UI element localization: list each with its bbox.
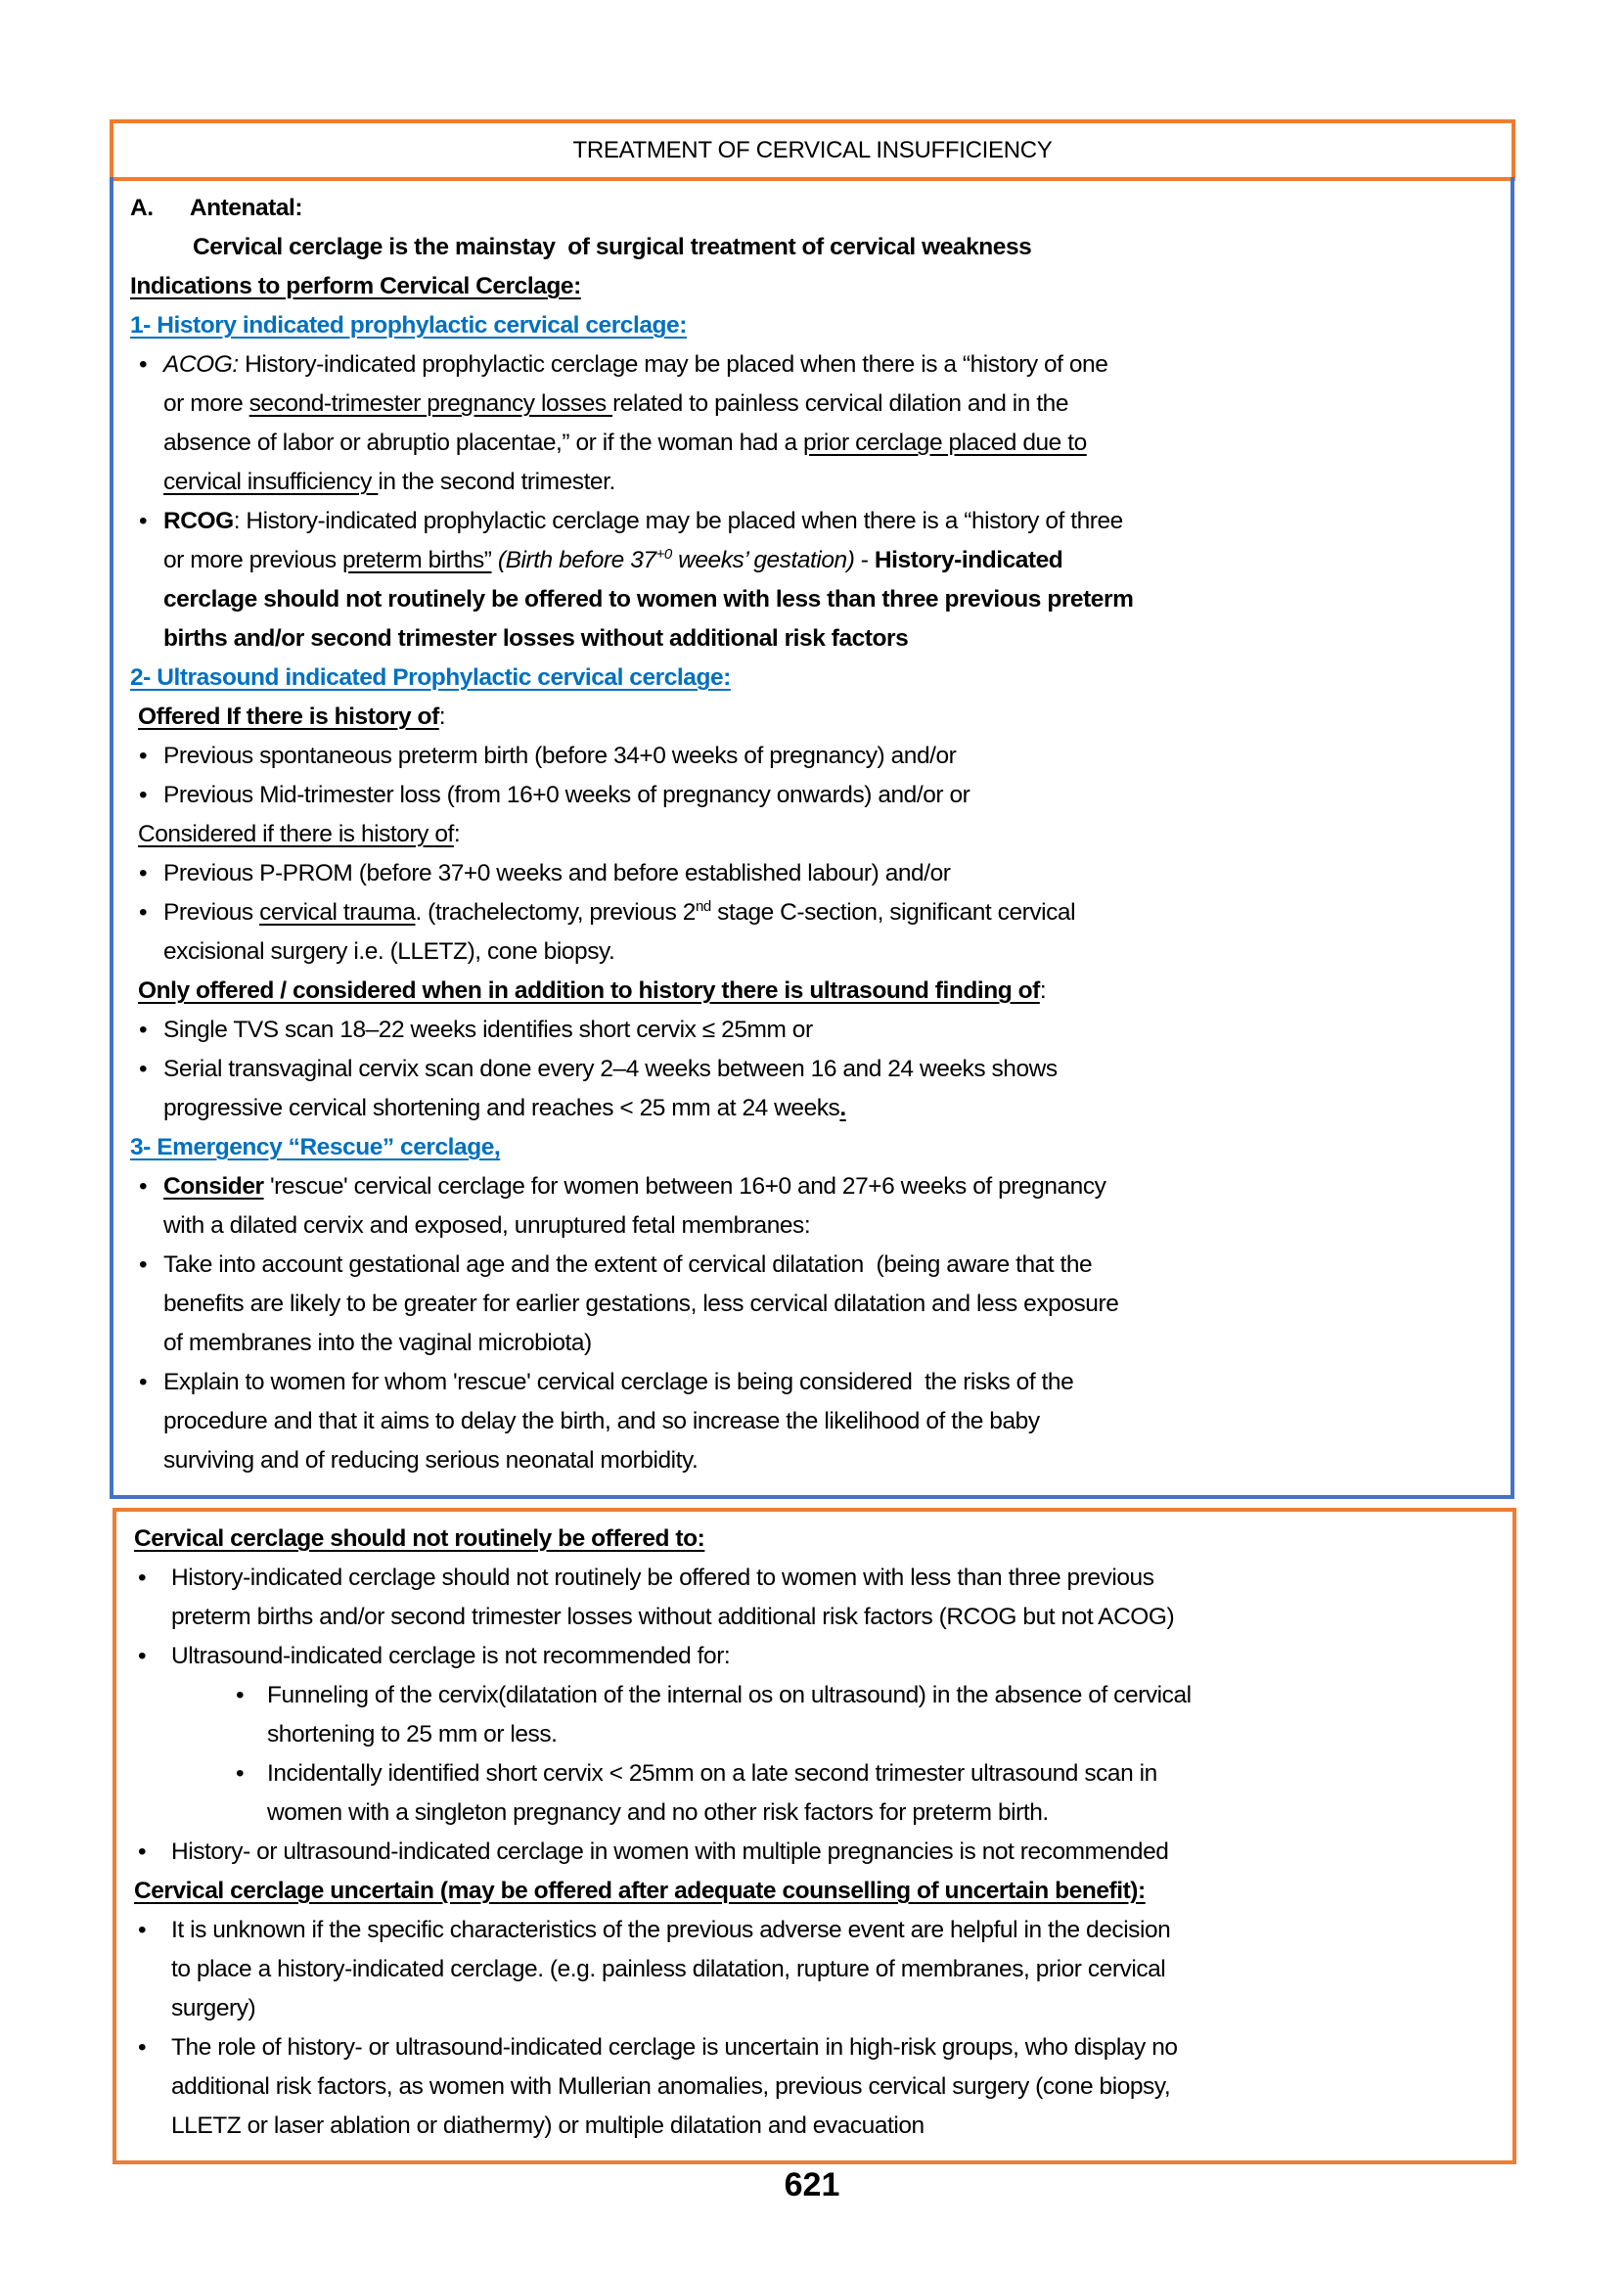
text-segment: additional risk factors, as women with Mullerian anomalies, previous cervical surgery (cone biopsy, [171,2073,1171,2100]
bullet-icon: • [139,782,148,808]
text-segment: : [1039,977,1047,1004]
text-segment: Only offered / considered when in addition to history there is ultrasound finding of [138,977,1040,1004]
main_box-line-cont [113,619,1511,658]
line-text [163,1285,1118,1324]
text-segment: . [839,1095,846,1121]
line-text [163,932,614,972]
text-segment: surviving and of reducing serious neonatal morbidity. [163,1447,699,1474]
main_box-line-bullet [113,854,1511,893]
text-segment: Antenatal: [153,195,303,221]
line-text [171,1989,255,2028]
line-text [163,776,970,815]
text-segment: : [438,704,446,730]
line-text [171,2028,1178,2067]
bullet-icon: • [139,351,148,378]
line-text [163,854,950,893]
main_box-line-cont [113,1324,1511,1363]
main_box-line-blue-heading [113,658,1511,698]
text-segment: 3- Emergency “Rescue” cerclage, [130,1134,501,1160]
note_box-line-n-cont [116,1950,1512,1989]
line-text [171,1637,730,1676]
bullet-icon: • [139,508,148,534]
main_box-line-bullet [113,1167,1511,1206]
bullet-icon: • [236,1682,245,1708]
line-text [163,1246,1092,1285]
text-segment: second-trimester pregnancy losses [248,390,613,417]
line-text [267,1715,558,1754]
text-segment: The role of history- or ultrasound-indicated cerclage is uncertain in high-risk groups, who display no [171,2034,1178,2061]
text-segment: Considered if there is history of [138,821,454,847]
text-segment: Cervical cerclage uncertain (may be offered after adequate counselling of uncertain benefit): [134,1878,1146,1904]
text-segment: excisional surgery i.e. (LLETZ), cone biopsy. [163,938,615,965]
line-text [163,1011,813,1050]
bullet-icon: • [139,1056,148,1082]
text-segment: Previous [163,899,260,926]
bullet-icon: • [139,1017,148,1043]
line-text [163,502,1123,541]
line-text [163,737,956,776]
line-text [163,541,1062,580]
main_box-line-sub-heading [113,698,1511,737]
bullet-icon: • [138,2034,147,2061]
note_box-line-n-bullet [116,1637,1512,1676]
bullet-icon: • [139,899,148,926]
text-segment: History-indicated cerclage should not routinely be offered to women with less than three previous [171,1565,1154,1591]
bullet-icon: • [139,860,148,886]
note_box-line-n-bullet [116,1911,1512,1950]
line-text [163,893,1075,932]
line-text [163,345,1107,385]
text-segment: or more [163,390,249,417]
line-text [163,1363,1073,1402]
bullet-icon: • [139,1173,148,1200]
line-text [163,1206,810,1246]
main_box-line-cont [113,385,1511,424]
text-segment: Previous P-PROM (before 37+0 weeks and before established labour) and/or [163,860,951,886]
line-text [134,1872,1146,1911]
line-text [138,815,460,854]
text-segment: cerclage should not routinely be offered to women with less than three previous preterm [163,586,1134,613]
text-segment: to place a history-indicated cerclage. (e.g. painless dilatation, rupture of membranes, prior cervical [171,1956,1166,1982]
main_box-line-bullet [113,1246,1511,1285]
antenatal-content [113,189,1511,1480]
line-text [138,972,1046,1011]
text-segment: births and/or second trimester losses without additional risk factors [163,625,909,652]
line-text [163,1441,698,1480]
bullet-icon: • [236,1760,245,1787]
line-text [134,1520,704,1559]
text-segment: nd [695,898,711,915]
note_box-line-n-bullet [116,1833,1512,1872]
text-segment: with a dilated cervix and exposed, unruptured fetal membranes: [163,1212,811,1239]
text-segment: A. [130,195,154,221]
bullet-icon: • [138,1643,147,1669]
main_box-line-sub-heading [113,815,1511,854]
line-text [267,1754,1157,1793]
text-segment: benefits are likely to be greater for earlier gestations, less cervical dilatation and less exposure [163,1291,1119,1317]
line-text [163,1089,846,1128]
text-segment: shortening to 25 mm or less. [267,1721,558,1748]
main_box-line-bullet [113,345,1511,385]
text-segment: : [453,821,461,847]
line-text [171,1559,1154,1598]
title-box [110,119,1515,181]
text-segment: preterm births and/or second trimester losses without additional risk factors (RCOG but not ACOG) [171,1604,1175,1630]
text-segment: Ultrasound-indicated cerclage is not recommended for: [171,1643,731,1669]
text-segment: prior cerclage placed due to [803,430,1087,456]
bullet-icon: • [139,743,148,769]
bullet-icon: • [139,1369,148,1395]
text-segment: Single TVS scan 18–22 weeks identifies short cervix ≤ 25mm or [163,1017,813,1043]
main_box-line-bullet [113,776,1511,815]
text-segment: Explain to women for whom 'rescue' cervical cerclage is being considered the risks of the [163,1369,1074,1395]
text-segment: It is unknown if the specific characteristics of the previous adverse event are helpful in the decision [171,1917,1171,1943]
text-segment: History- or ultrasound-indicated cerclage in women with multiple pregnancies is not recommended [171,1839,1169,1865]
text-segment: Serial transvaginal cervix scan done every 2–4 weeks between 16 and 24 weeks shows [163,1056,1058,1082]
main_box-line-lead [113,228,1511,267]
note_box-line-n-heading [116,1872,1512,1911]
text-segment: : History-indicated prophylactic cerclage may be placed when there is a “history of three [233,508,1123,534]
text-segment: women with a singleton pregnancy and no other risk factors for preterm birth. [267,1799,1049,1826]
bullet-icon: • [138,1839,147,1865]
note_box-line-n-sub-bullet [116,1754,1512,1793]
text-segment: - [854,547,875,573]
note_box-line-n-cont [116,2107,1512,2146]
text-segment: 'rescue' cervical cerclage for women between 16+0 and 27+6 weeks of pregnancy [263,1173,1106,1200]
main_box-line-cont [113,1441,1511,1480]
text-segment: cervical trauma [259,899,416,926]
line-text [163,385,1068,424]
text-segment: related to painless cervical dilation and in the [612,390,1069,417]
text-segment: in the second trimester. [378,469,615,495]
main_box-line-cont [113,932,1511,972]
text-segment: Take into account gestational age and the extent of cervical dilatation (being aware that the [163,1251,1093,1278]
text-segment: cervical insufficiency [163,469,379,495]
text-segment: Cervical cerclage should not routinely be offered to: [134,1525,705,1552]
note_box-line-n-sub-cont [116,1793,1512,1833]
note_box-line-n-sub-cont [116,1715,1512,1754]
text-segment: Previous spontaneous preterm birth (before 34+0 weeks of pregnancy) and/or [163,743,957,769]
line-text [267,1676,1192,1715]
bullet-icon: • [138,1917,147,1943]
text-segment: surgery) [171,1995,256,2021]
text-segment: History-indicated prophylactic cerclage may be placed when there is a “history of one [238,351,1108,378]
line-text [171,2067,1170,2107]
line-text [163,1324,592,1363]
text-segment: Consider [163,1173,264,1200]
note_box-line-n-cont [116,1598,1512,1637]
main_box-line-bullet [113,1363,1511,1402]
main_box-line-bullet [113,737,1511,776]
note_box-line-n-cont [116,1989,1512,2028]
text-segment: Indications to perform Cervical Cerclage: [130,273,581,299]
line-text [163,580,1133,619]
text-segment: +0 [655,546,672,563]
line-text [163,463,615,502]
main_box-line-cont [113,1402,1511,1441]
line-text [163,1167,1105,1206]
note_box-line-n-cont [116,2067,1512,2107]
text-segment: or more previous [163,547,342,573]
note_box-line-n-sub-bullet [116,1676,1512,1715]
main_box-line-section [113,189,1511,228]
main_box-line-cont [113,463,1511,502]
main_box-line-cont [113,1206,1511,1246]
line-text [171,2107,925,2146]
line-text [171,1911,1170,1950]
line-text [130,1128,500,1167]
text-segment: absence of labor or abruptio placentae,” or if the woman had a [163,430,803,456]
line-text [267,1793,1049,1833]
main_box-line-blue-heading [113,306,1511,345]
text-segment: of membranes into the vaginal microbiota) [163,1330,592,1356]
text-segment: (Birth before 37 [491,547,656,573]
text-segment: . (trachelectomy, previous 2 [415,899,696,926]
line-text [163,1402,1040,1441]
text-segment: Offered If there is history of [138,704,439,730]
line-text [171,1950,1165,1989]
note_box-line-n-bullet [116,1559,1512,1598]
main_box-line-cont [113,1089,1511,1128]
recommendations-content [116,1520,1512,2146]
page-number: 621 [784,2166,840,2203]
text-segment: stage C-section, significant cervical [710,899,1076,926]
text-segment: Incidentally identified short cervix < 25mm on a late second trimester ultrasound scan in [267,1760,1157,1787]
recommendations-box [113,1508,1516,2164]
line-text [193,228,1031,267]
antenatal-section [110,177,1514,1499]
line-text [171,1598,1174,1637]
text-segment: 1- History indicated prophylactic cervical cerclage: [130,312,687,339]
main_box-line-heading [113,267,1511,306]
line-text [163,424,1087,463]
main_box-line-bullet [113,893,1511,932]
line-text [130,267,581,306]
text-segment: History-indicated [874,547,1063,573]
line-text [138,698,445,737]
main_box-line-bullet [113,502,1511,541]
main_box-line-bullet [113,1050,1511,1089]
text-segment: Funneling of the cervix(dilatation of the internal os on ultrasound) in the absence of cervical [267,1682,1192,1708]
text-segment: progressive cervical shortening and reaches < 25 mm at 24 weeks [163,1095,840,1121]
text-segment: RCOG [163,508,234,534]
main_box-line-blue-heading [113,1128,1511,1167]
main_box-line-bullet [113,1011,1511,1050]
main_box-line-sub-heading [113,972,1511,1011]
text-segment: LLETZ or laser ablation or diathermy) or multiple dilatation and evacuation [171,2112,925,2139]
note_box-line-n-bullet [116,2028,1512,2067]
text-segment: Previous Mid-trimester loss (from 16+0 weeks of pregnancy onwards) and/or or [163,782,970,808]
text-segment: procedure and that it aims to delay the birth, and so increase the likelihood of the baby [163,1408,1040,1434]
main_box-line-cont [113,1285,1511,1324]
note_box-line-n-heading [116,1520,1512,1559]
text-segment: preterm births” [341,547,492,573]
line-text [171,1833,1168,1872]
bullet-icon: • [139,1251,148,1278]
line-text [130,658,731,698]
line-text [130,306,687,345]
line-text [163,1050,1058,1089]
main_box-line-cont [113,580,1511,619]
text-segment: 2- Ultrasound indicated Prophylactic cervical cerclage: [130,664,731,691]
main_box-line-cont [113,541,1511,580]
line-text [130,189,302,228]
line-text [163,619,908,658]
bullet-icon: • [138,1565,147,1591]
main_box-line-cont [113,424,1511,463]
text-segment: Cervical cerclage is the mainstay of surgical treatment of cervical weakness [193,234,1032,260]
page-title: TREATMENT OF CERVICAL INSUFFICIENCY [572,136,1053,163]
text-segment: ACOG: [163,351,239,378]
text-segment: weeks’ gestation) [671,547,855,573]
